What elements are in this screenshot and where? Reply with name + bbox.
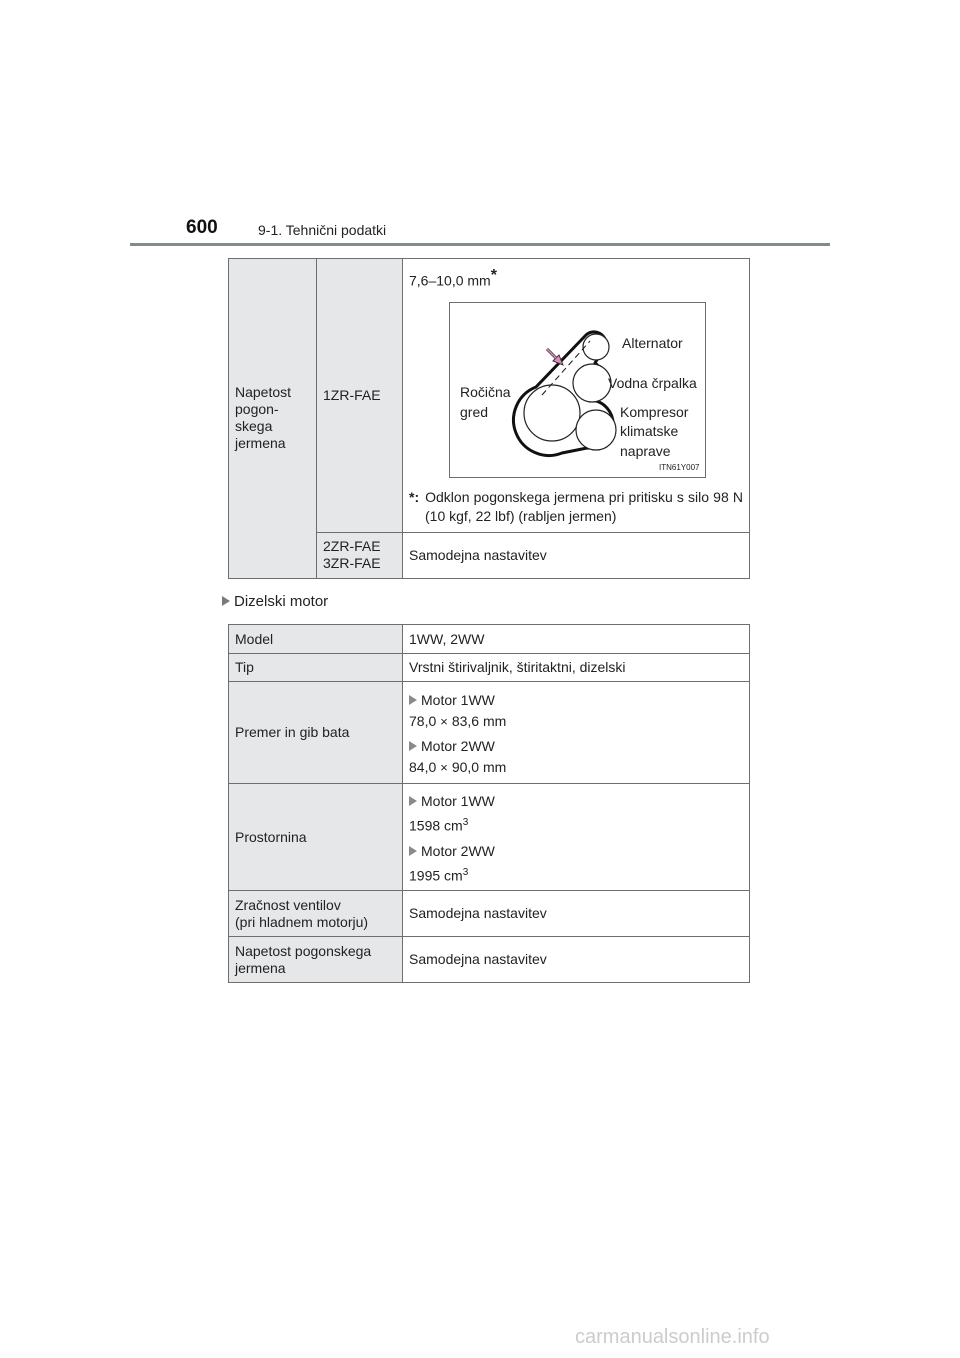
bore-engine-2 (409, 738, 743, 755)
belt-tension-label: Napetost pogon- skega jermena (229, 259, 317, 579)
alternator-label: Alternator (622, 334, 683, 351)
compressor-label: Kompresor klimatske naprave (620, 403, 689, 459)
displacement-engine-1-label: Motor 1WW (421, 793, 495, 809)
belt-footnote (409, 488, 743, 526)
bore-stroke-cell (403, 682, 750, 784)
type-value: Vrstni štirivaljnik, štiritaktni, dizelski (403, 654, 750, 682)
table-row (229, 654, 750, 682)
triangle-bullet-icon (222, 596, 230, 606)
bore-stroke-label: Premer in gib bata (229, 682, 403, 784)
drive-belt-tension-value: Samodejna nastavitev (403, 937, 750, 983)
footnote-mark: *: (409, 488, 420, 505)
displacement-engine-2 (409, 843, 743, 860)
displacement-label: Prostornina (229, 784, 403, 891)
table-row (229, 259, 750, 533)
model-label: Model (229, 625, 403, 654)
table-row (229, 625, 750, 654)
displacement-2-number: 1995 cm (409, 867, 463, 884)
displacement-1-number: 1598 cm (409, 817, 463, 834)
valve-clearance-value: Samodejna nastavitev (403, 891, 750, 937)
deflection-value-line (409, 267, 743, 290)
engine-2zr-3zr-label: 2ZR-FAE 3ZR-FAE (317, 532, 403, 578)
bore-1-stroke: 83,6 mm (451, 713, 507, 729)
footnote-text: Odklon pogonskega jermena pri pritisku s silo 98 N (10 kgf, 22 lbf) (rabljen jermen) (425, 488, 743, 524)
cube-superscript: 3 (462, 866, 469, 878)
asterisk-mark: * (490, 267, 497, 284)
petrol-belt-table (228, 258, 750, 579)
belt-diagram (449, 302, 706, 478)
bore-2-stroke: 90,0 mm (451, 759, 507, 775)
type-label: Tip (229, 654, 403, 682)
bore-engine-2-label: Motor 2WW (421, 738, 495, 754)
drive-belt-tension-label: Napetost pogonskega jermena (229, 937, 403, 983)
belt-deflection-cell (403, 259, 750, 533)
water-pump-label: Vodna črpalka (608, 374, 697, 391)
table-row (229, 891, 750, 937)
engine-1zr-label: 1ZR-FAE (317, 259, 403, 533)
bore-1-bore: 78,0 (409, 713, 437, 729)
header-rule (130, 243, 830, 246)
diesel-spec-table (228, 624, 750, 983)
table-row (229, 682, 750, 784)
bore-engine-1 (409, 692, 743, 709)
displacement-engine-1 (409, 793, 743, 810)
model-value: 1WW, 2WW (403, 625, 750, 654)
figure-code: ITN61Y007 (659, 462, 700, 472)
cube-superscript: 3 (462, 817, 469, 828)
displacement-engine-2-value (409, 864, 743, 885)
bore-engine-2-value (409, 759, 743, 776)
bore-engine-1-label: Motor 1WW (421, 692, 495, 708)
times-sign: × (440, 760, 448, 775)
displacement-engine-1-value (409, 814, 743, 835)
bore-2-bore: 84,0 (409, 759, 437, 775)
triangle-bullet-icon (409, 846, 417, 856)
table-row (229, 784, 750, 891)
triangle-bullet-icon (409, 741, 417, 751)
triangle-bullet-icon (409, 695, 417, 705)
displacement-engine-2-label: Motor 2WW (421, 842, 495, 859)
watermark: carmanualsonline.info (575, 1326, 770, 1348)
diesel-heading-text: Dizelski motor (234, 593, 329, 610)
times-sign: × (440, 714, 448, 729)
crankshaft-label: Ročična gred (460, 383, 511, 420)
press-arrow-icon (547, 349, 563, 365)
crankshaft-pulley (524, 385, 580, 441)
compressor-pulley (576, 410, 616, 450)
alternator-pulley (583, 334, 609, 360)
page-number: 600 (186, 217, 218, 238)
displacement-cell (403, 784, 750, 891)
water-pump-pulley (573, 364, 611, 402)
valve-clearance-label: Zračnost ventilov (pri hladnem motorju) (229, 891, 403, 937)
engine-2zr-3zr-value: Samodejna nastavitev (403, 532, 750, 578)
deflection-value: 7,6–10,0 mm (409, 272, 491, 289)
table-row (229, 937, 750, 983)
diesel-heading (222, 593, 328, 610)
section-title: 9-1. Tehnični podatki (258, 222, 387, 238)
bore-engine-1-value (409, 713, 743, 730)
triangle-bullet-icon (409, 796, 417, 806)
